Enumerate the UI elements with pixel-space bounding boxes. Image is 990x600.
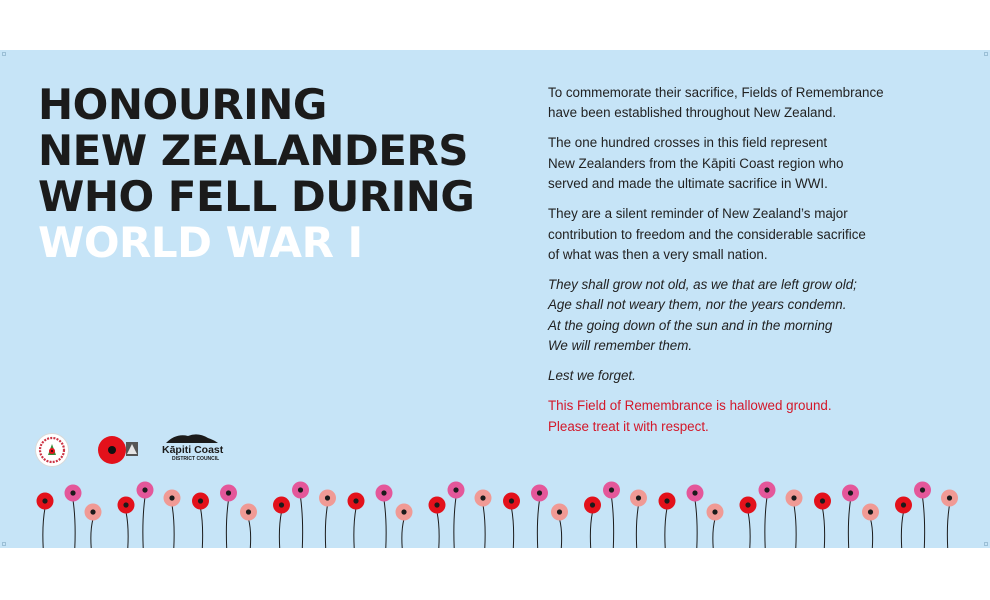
poem-line: At the going down of the sun and in the morning [548,317,833,333]
paragraph-crosses [548,133,958,194]
poppy-flower [759,482,776,549]
poem-line: They shall grow not old, as we that are left grow old; [548,277,857,293]
poppy-field [0,476,990,548]
paragraph-line: contribution to freedom and the considerable sacrifice [548,226,866,242]
headline-line-1: HONOURING [38,80,327,129]
poem-line: We will remember them. [548,338,693,354]
poppy-flower [37,493,54,549]
poppy-flower [551,504,568,549]
poppy-flower [659,493,676,549]
ode-of-remembrance [548,275,958,357]
paragraph-reminder [548,204,958,265]
notice-line: Please treat it with respect. [548,418,709,434]
poppy-flower [740,497,757,549]
lest-we-forget: Lest we forget. [548,368,636,384]
poppy-flower [348,493,365,549]
poppy-flower [240,504,257,549]
poppy-flower [164,490,181,549]
poppy-flower [65,485,82,549]
poppy-flower [475,490,492,549]
paragraph-line: The one hundred crosses in this field represent [548,135,828,151]
paragraph-commemorate [548,83,958,124]
headline-highlight: WORLD WAR I [38,218,363,267]
poppy-flower [220,485,237,549]
poppy-flower [814,493,831,549]
poppy-flower [448,482,465,549]
poppy-flower [429,497,446,549]
paragraph-line: have been established throughout New Zealand. [548,105,837,121]
poppy-flower [707,504,724,549]
poppy-flower [687,485,704,549]
poppy-flower [786,490,803,549]
poppy-flower [941,490,958,549]
headline-line-2: NEW ZEALANDERS [38,126,469,175]
hallowed-ground-notice [548,396,958,437]
poppy-flower [118,497,135,549]
poppy-flower [862,504,879,549]
paragraph-line: New Zealanders from the Kāpiti Coast region who [548,155,844,171]
poppy-flower [842,485,859,549]
kapiti-island-icon [162,432,222,444]
poppy-flower [914,482,931,549]
headline-line-3: WHO FELL DURING [38,172,475,221]
poppy-flower [584,497,601,549]
corner-mark-top-left [2,52,6,56]
poppy-flower [376,485,393,549]
kapiti-coast-name: Kāpiti Coast [162,444,224,456]
poppy-flower [292,482,309,549]
poppy-flower [895,497,912,549]
poppy-flower [137,482,154,549]
poppy-flower [192,493,209,549]
notice-line: This Field of Remembrance is hallowed ground. [548,398,832,414]
poppy-flower [273,497,290,549]
poem-line: Age shall not weary them, nor the years condemn. [548,297,847,313]
poppy-flower [85,504,102,549]
paragraph-line: They are a silent reminder of New Zealand’s major [548,206,848,222]
headline [38,82,474,266]
body-text [548,83,958,447]
poppy-flower [396,504,413,549]
paragraph-line: of what was then a very small nation. [548,247,768,263]
kapiti-coast-council-logo [162,432,222,466]
poppy-emblem-icon [96,434,142,466]
poppy-flower [319,490,336,549]
paragraph-line: To commemorate their sacrifice, Fields of Remembrance [548,85,884,100]
corner-mark-top-right [984,52,988,56]
paragraph-line: served and made the ultimate sacrifice in WWI. [548,176,828,192]
poppy-flower [503,493,520,549]
poppy-flower [630,490,647,549]
poppy-flower [603,482,620,549]
remembrance-panel [0,50,990,548]
poppy-flower [531,485,548,549]
kapiti-coast-subtitle: DISTRICT COUNCIL [172,456,220,462]
fields-of-remembrance-seal-icon [34,432,70,468]
